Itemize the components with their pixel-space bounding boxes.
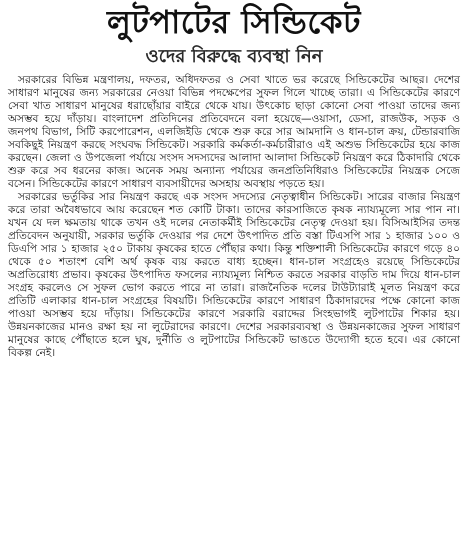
paragraph: সরকারের ভর্তুকির সার নিয়ন্ত্রণ করছে এক সংসদ সদস্যের নেতৃত্বাধীন সিন্ডিকেট। সারের বাজার নিয়ন্ত্রণ করে তারা অবৈধভাবে আয় করেছেন শত কোটি টাকা। তাদের কারসাজিতে কৃষক ন্যায্যমূল্যে সার পান না। যখন যে দল ক্ষমতায় থাকে তখন ওই দলের নেতাকর্মীই সিন্ডিকেটের নেতৃত্ব দেওয়া হয়। বিসিআইসির তদন্ত প্রতিবেদন অনুযায়ী, সরকার ভর্তুকি দেওয়ার পর দেশে উৎপাদিত প্রতি বস্তা টিএসপি সার ১ হাজার ১০০ ও ডিএপি সার ১ হাজার ২৫০ টাকায় কৃষকের হাতে পৌঁছার কথা। কিন্তু শক্তিশালী সিন্ডিকেটের কারণে গড়ে ৪০ থেকে ৫০ শতাংশ বেশি অর্থ কৃষক ব্যয় করতে বাধ্য হচ্ছেন। ধান-চাল সংগ্রহেও রয়েছে সিন্ডিকেটের অপ্রতিরোধ্য প্রভাব। কৃষকের উৎপাদিত ফসলের ন্যায্যমূল্য নিশ্চিত করতে সরকার বাড়তি দাম দিয়ে ধান-চাল সংগ্রহ করলেও সে সুফল ভোগ করতে পারে না তারা। রাজনৈতিক দলের টাউট্যারাই মূলত নিয়ন্ত্রণ করে প্রতিটি এলাকার ধান-চাল সংগ্রহের বিষয়টি। সিন্ডিকেটের কারণে সাধারণ ঠিকাদারদের পক্ষে কোনো কাজ পাওয়া অসম্ভব হয়ে দাঁড়ায়। সিন্ডিকেটের কারণে সরকারি বরাদ্দের সিংহভাগই লুটপাটের শিকার হয়। উন্নয়নকাজের মানও রক্ষা হয় না লুটেরাদের কারণে। দেশের সরকারব্যবস্থা ও উন্নয়নকাজের সুফল সাধারণ মানুষের কাছে পৌঁছাতে হলে ঘুষ, দুর্নীতি ও লুটপাটের সিন্ডিকেট ভাঙতে উদ্যোগী হতে হবে। এর কোনো বিকল্প নেই।: [8, 191, 460, 359]
paragraph: সরকারের বিভিন্ন মন্ত্রণালয়, দফতর, অধিদফতর ও সেবা খাতে ভর করেছে সিন্ডিকেটের আছর। দেশের সাধারণ মানুষের জন্য সরকারের নেওয়া বিভিন্ন পদক্ষেপের সুফল গিলে খাচ্ছে তারা। এ সিন্ডিকেটের কারণে সেবা খাত সাধারণ মানুষের ধরাছোঁয়ার বাইরে থেকে যায়। উৎকোচ ছাড়া কোনো সেবা পাওয়া তাদের জন্য অসম্ভব হয়ে দাঁড়ায়। বাংলাদেশ প্রতিদিনের প্রতিবেদনে বলা হয়েছে—ওয়াসা, ডেসা, রাজউক, সড়ক ও জনপথ বিভাগ, সিটি করপোরেশন, এলজিইডি থেকে শুরু করে সার আমদানি ও ধান-চাল ক্রয়, টেন্ডারবাজি সবকিছুই নিয়ন্ত্রণ করছে সংঘবদ্ধ সিন্ডিকেট। সরকারি কর্মকর্তা-কর্মচারীরাও এই অশুভ সিন্ডিকেটের হয়ে কাজ করছেন। জেলা ও উপজেলা পর্যায়ে সংসদ সদস্যদের আলাদা আলাদা সিন্ডিকেট নিয়ন্ত্রণ করে ঠিকাদারি থেকে শুরু করে সব ধরনের কাজ। অনেক সময় অন্যান্য পর্যায়ের জনপ্রতিনিধিরাও সিন্ডিকেটের নিয়ন্ত্রক সেজে বসেন। সিন্ডিকেটের কারণে সাধারণ ব্যবসায়ীদের অসহায় অবস্থায় পড়তে হয়।: [8, 74, 460, 190]
headline: লুটপাটের সিন্ডিকেট: [107, 3, 361, 41]
article-body: [6, 74, 462, 360]
article: [0, 2, 468, 554]
subheadline: ওদের বিরুদ্ধে ব্যবস্থা নিন: [145, 46, 323, 67]
